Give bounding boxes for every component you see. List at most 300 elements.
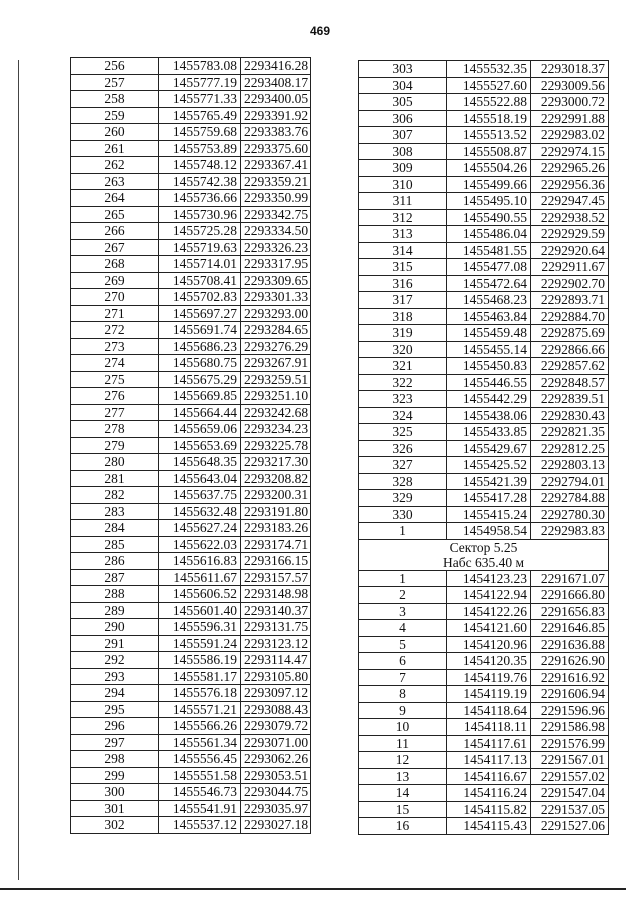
y-coordinate-cell: 2293234.23: [241, 421, 311, 438]
table-row: [71, 454, 311, 471]
y-coordinate-cell: 2292965.26: [531, 160, 609, 177]
point-number-cell: 280: [71, 454, 159, 471]
point-number-cell: 303: [359, 61, 447, 78]
y-coordinate-cell: 2292784.88: [531, 490, 609, 507]
point-number-cell: 10: [359, 719, 447, 736]
table-row: [71, 487, 311, 504]
point-number-cell: 298: [71, 751, 159, 768]
x-coordinate-cell: 1454118.64: [447, 702, 531, 719]
x-coordinate-cell: 1455508.87: [447, 143, 531, 160]
table-row: [359, 719, 609, 736]
table-row: [71, 784, 311, 801]
y-coordinate-cell: 2293140.37: [241, 602, 311, 619]
x-coordinate-cell: 1455518.19: [447, 110, 531, 127]
x-coordinate-cell: 1454119.19: [447, 686, 531, 703]
point-number-cell: 282: [71, 487, 159, 504]
y-coordinate-cell: 2293097.12: [241, 685, 311, 702]
x-coordinate-cell: 1455486.04: [447, 226, 531, 243]
y-coordinate-cell: 2293062.26: [241, 751, 311, 768]
y-coordinate-cell: 2293027.18: [241, 817, 311, 834]
x-coordinate-cell: 1455759.68: [159, 124, 241, 141]
point-number-cell: 319: [359, 325, 447, 342]
y-coordinate-cell: 2293400.05: [241, 91, 311, 108]
y-coordinate-cell: 2292803.13: [531, 457, 609, 474]
point-number-cell: 269: [71, 272, 159, 289]
table-row: [359, 275, 609, 292]
y-coordinate-cell: 2293131.75: [241, 619, 311, 636]
left-margin-line: [18, 60, 19, 880]
point-number-cell: 260: [71, 124, 159, 141]
point-number-cell: 16: [359, 818, 447, 835]
point-number-cell: 307: [359, 127, 447, 144]
y-coordinate-cell: 2291586.98: [531, 719, 609, 736]
table-row: [71, 553, 311, 570]
table-row: [71, 338, 311, 355]
x-coordinate-cell: 1455576.18: [159, 685, 241, 702]
table-row: [359, 325, 609, 342]
x-coordinate-cell: 1454120.96: [447, 636, 531, 653]
x-coordinate-cell: 1455495.10: [447, 193, 531, 210]
y-coordinate-cell: 2292893.71: [531, 292, 609, 309]
y-coordinate-cell: 2293391.92: [241, 107, 311, 124]
x-coordinate-cell: 1454117.61: [447, 735, 531, 752]
sector-title: Сектор 5.25: [449, 539, 518, 555]
table-row: [359, 127, 609, 144]
y-coordinate-cell: 2293044.75: [241, 784, 311, 801]
table-row: [359, 587, 609, 604]
point-number-cell: 14: [359, 785, 447, 802]
point-number-cell: 1: [359, 523, 447, 540]
x-coordinate-cell: 1455421.39: [447, 473, 531, 490]
table-row: [71, 685, 311, 702]
x-coordinate-cell: 1455472.64: [447, 275, 531, 292]
table-row: [71, 751, 311, 768]
table-row: [71, 74, 311, 91]
point-number-cell: 290: [71, 619, 159, 636]
x-coordinate-cell: 1455450.83: [447, 358, 531, 375]
y-coordinate-cell: 2292947.45: [531, 193, 609, 210]
point-number-cell: 299: [71, 767, 159, 784]
point-number-cell: 258: [71, 91, 159, 108]
x-coordinate-cell: 1455591.24: [159, 635, 241, 652]
y-coordinate-cell: 2292884.70: [531, 308, 609, 325]
x-coordinate-cell: 1455522.88: [447, 94, 531, 111]
x-coordinate-cell: 1455415.24: [447, 506, 531, 523]
table-row: [71, 817, 311, 834]
point-number-cell: 7: [359, 669, 447, 686]
point-number-cell: 301: [71, 800, 159, 817]
table-row: [71, 190, 311, 207]
x-coordinate-cell: 1455459.48: [447, 325, 531, 342]
table-row: [71, 503, 311, 520]
x-coordinate-cell: 1455417.28: [447, 490, 531, 507]
x-coordinate-cell: 1455622.03: [159, 536, 241, 553]
table-row: [71, 223, 311, 240]
point-number-cell: 277: [71, 404, 159, 421]
point-number-cell: 257: [71, 74, 159, 91]
table-row: [359, 176, 609, 193]
y-coordinate-cell: 2293342.75: [241, 206, 311, 223]
x-coordinate-cell: 1455527.60: [447, 77, 531, 94]
y-coordinate-cell: 2293367.41: [241, 157, 311, 174]
x-coordinate-cell: 1454116.67: [447, 768, 531, 785]
y-coordinate-cell: 2291666.80: [531, 587, 609, 604]
point-number-cell: 6: [359, 653, 447, 670]
table-row: [359, 259, 609, 276]
x-coordinate-cell: 1455653.69: [159, 437, 241, 454]
point-number-cell: 296: [71, 718, 159, 735]
point-number-cell: 3: [359, 603, 447, 620]
x-coordinate-cell: 1455504.26: [447, 160, 531, 177]
point-number-cell: 318: [359, 308, 447, 325]
table-row: [71, 58, 311, 75]
point-number-cell: 300: [71, 784, 159, 801]
table-row: [359, 506, 609, 523]
x-coordinate-cell: 1455765.49: [159, 107, 241, 124]
x-coordinate-cell: 1454117.13: [447, 752, 531, 769]
y-coordinate-cell: 2292920.64: [531, 242, 609, 259]
point-number-cell: 275: [71, 371, 159, 388]
coordinates-table-left: [70, 57, 311, 834]
point-number-cell: 312: [359, 209, 447, 226]
x-coordinate-cell: 1455433.85: [447, 424, 531, 441]
y-coordinate-cell: 2293200.31: [241, 487, 311, 504]
x-coordinate-cell: 1455463.84: [447, 308, 531, 325]
table-row: [359, 341, 609, 358]
table-row: [359, 523, 609, 540]
y-coordinate-cell: 2292902.70: [531, 275, 609, 292]
x-coordinate-cell: 1455446.55: [447, 374, 531, 391]
x-coordinate-cell: 1454122.94: [447, 587, 531, 604]
table-row: [71, 668, 311, 685]
point-number-cell: 273: [71, 338, 159, 355]
y-coordinate-cell: 2291606.94: [531, 686, 609, 703]
y-coordinate-cell: 2293334.50: [241, 223, 311, 240]
point-number-cell: 316: [359, 275, 447, 292]
sector-header-row: [359, 539, 609, 570]
x-coordinate-cell: 1454121.60: [447, 620, 531, 637]
table-row: [359, 818, 609, 835]
x-coordinate-cell: 1455719.63: [159, 239, 241, 256]
x-coordinate-cell: 1455442.29: [447, 391, 531, 408]
table-row: [359, 636, 609, 653]
table-row: [359, 209, 609, 226]
table-row: [359, 143, 609, 160]
y-coordinate-cell: 2293408.17: [241, 74, 311, 91]
point-number-cell: 315: [359, 259, 447, 276]
table-row: [71, 239, 311, 256]
y-coordinate-cell: 2293359.21: [241, 173, 311, 190]
x-coordinate-cell: 1454116.24: [447, 785, 531, 802]
point-number-cell: 271: [71, 305, 159, 322]
x-coordinate-cell: 1454115.82: [447, 801, 531, 818]
y-coordinate-cell: 2291527.06: [531, 818, 609, 835]
point-number-cell: 328: [359, 473, 447, 490]
x-coordinate-cell: 1455753.89: [159, 140, 241, 157]
point-number-cell: 297: [71, 734, 159, 751]
table-row: [359, 94, 609, 111]
y-coordinate-cell: 2293157.57: [241, 569, 311, 586]
y-coordinate-cell: 2293123.12: [241, 635, 311, 652]
x-coordinate-cell: 1454123.23: [447, 570, 531, 587]
table-row: [359, 358, 609, 375]
y-coordinate-cell: 2293088.43: [241, 701, 311, 718]
point-number-cell: 274: [71, 355, 159, 372]
x-coordinate-cell: 1455596.31: [159, 619, 241, 636]
x-coordinate-cell: 1455659.06: [159, 421, 241, 438]
x-coordinate-cell: 1454120.35: [447, 653, 531, 670]
y-coordinate-cell: 2293317.95: [241, 256, 311, 273]
y-coordinate-cell: 2291626.90: [531, 653, 609, 670]
x-coordinate-cell: 1455499.66: [447, 176, 531, 193]
point-number-cell: 292: [71, 652, 159, 669]
x-coordinate-cell: 1455627.24: [159, 520, 241, 537]
table-row: [359, 801, 609, 818]
point-number-cell: 317: [359, 292, 447, 309]
x-coordinate-cell: 1455742.38: [159, 173, 241, 190]
y-coordinate-cell: 2291616.92: [531, 669, 609, 686]
y-coordinate-cell: 2292866.66: [531, 341, 609, 358]
x-coordinate-cell: 1455429.67: [447, 440, 531, 457]
x-coordinate-cell: 1455675.29: [159, 371, 241, 388]
x-coordinate-cell: 1455669.85: [159, 388, 241, 405]
table-row: [71, 91, 311, 108]
point-number-cell: 305: [359, 94, 447, 111]
x-coordinate-cell: 1455725.28: [159, 223, 241, 240]
y-coordinate-cell: 2292780.30: [531, 506, 609, 523]
point-number-cell: 322: [359, 374, 447, 391]
x-coordinate-cell: 1455637.75: [159, 487, 241, 504]
table-row: [359, 407, 609, 424]
point-number-cell: 329: [359, 490, 447, 507]
y-coordinate-cell: 2291557.02: [531, 768, 609, 785]
y-coordinate-cell: 2292991.88: [531, 110, 609, 127]
point-number-cell: 12: [359, 752, 447, 769]
point-number-cell: 4: [359, 620, 447, 637]
point-number-cell: 314: [359, 242, 447, 259]
y-coordinate-cell: 2293350.99: [241, 190, 311, 207]
x-coordinate-cell: 1455643.04: [159, 470, 241, 487]
y-coordinate-cell: 2292812.25: [531, 440, 609, 457]
x-coordinate-cell: 1455477.08: [447, 259, 531, 276]
point-number-cell: 288: [71, 586, 159, 603]
y-coordinate-cell: 2292848.57: [531, 374, 609, 391]
point-number-cell: 281: [71, 470, 159, 487]
y-coordinate-cell: 2292911.67: [531, 259, 609, 276]
y-coordinate-cell: 2293035.97: [241, 800, 311, 817]
point-number-cell: 270: [71, 289, 159, 306]
table-row: [71, 536, 311, 553]
point-number-cell: 279: [71, 437, 159, 454]
table-row: [71, 437, 311, 454]
x-coordinate-cell: 1455455.14: [447, 341, 531, 358]
point-number-cell: 293: [71, 668, 159, 685]
table-row: [359, 686, 609, 703]
x-coordinate-cell: 1455748.12: [159, 157, 241, 174]
y-coordinate-cell: 2293309.65: [241, 272, 311, 289]
point-number-cell: 262: [71, 157, 159, 174]
x-coordinate-cell: 1455616.83: [159, 553, 241, 570]
point-number-cell: 313: [359, 226, 447, 243]
point-number-cell: 295: [71, 701, 159, 718]
point-number-cell: 1: [359, 570, 447, 587]
x-coordinate-cell: 1455490.55: [447, 209, 531, 226]
table-row: [71, 388, 311, 405]
y-coordinate-cell: 2293166.15: [241, 553, 311, 570]
y-coordinate-cell: 2293284.65: [241, 322, 311, 339]
table-row: [71, 652, 311, 669]
x-coordinate-cell: 1455691.74: [159, 322, 241, 339]
point-number-cell: 323: [359, 391, 447, 408]
table-row: [359, 61, 609, 78]
x-coordinate-cell: 1455736.66: [159, 190, 241, 207]
point-number-cell: 272: [71, 322, 159, 339]
x-coordinate-cell: 1455561.34: [159, 734, 241, 751]
table-row: [359, 702, 609, 719]
table-row: [71, 800, 311, 817]
point-number-cell: 267: [71, 239, 159, 256]
point-number-cell: 306: [359, 110, 447, 127]
table-row: [359, 768, 609, 785]
table-row: [71, 718, 311, 735]
y-coordinate-cell: 2291576.99: [531, 735, 609, 752]
table-row: [359, 160, 609, 177]
point-number-cell: 268: [71, 256, 159, 273]
y-coordinate-cell: 2291656.83: [531, 603, 609, 620]
point-number-cell: 304: [359, 77, 447, 94]
x-coordinate-cell: 1454118.11: [447, 719, 531, 736]
table-row: [71, 305, 311, 322]
table-row: [359, 424, 609, 441]
table-row: [71, 470, 311, 487]
y-coordinate-cell: 2293276.29: [241, 338, 311, 355]
table-row: [71, 289, 311, 306]
y-coordinate-cell: 2293416.28: [241, 58, 311, 75]
x-coordinate-cell: 1455481.55: [447, 242, 531, 259]
table-row: [359, 226, 609, 243]
table-row: [359, 735, 609, 752]
point-number-cell: 261: [71, 140, 159, 157]
x-coordinate-cell: 1455648.35: [159, 454, 241, 471]
y-coordinate-cell: 2292983.83: [531, 523, 609, 540]
x-coordinate-cell: 1455601.40: [159, 602, 241, 619]
x-coordinate-cell: 1455556.45: [159, 751, 241, 768]
table-row: [71, 107, 311, 124]
x-coordinate-cell: 1455532.35: [447, 61, 531, 78]
point-number-cell: 9: [359, 702, 447, 719]
y-coordinate-cell: 2291636.88: [531, 636, 609, 653]
table-row: [359, 603, 609, 620]
y-coordinate-cell: 2292983.02: [531, 127, 609, 144]
y-coordinate-cell: 2291537.05: [531, 801, 609, 818]
point-number-cell: 259: [71, 107, 159, 124]
table-row: [71, 157, 311, 174]
x-coordinate-cell: 1455541.91: [159, 800, 241, 817]
point-number-cell: 309: [359, 160, 447, 177]
y-coordinate-cell: 2293000.72: [531, 94, 609, 111]
y-coordinate-cell: 2292830.43: [531, 407, 609, 424]
y-coordinate-cell: 2292956.36: [531, 176, 609, 193]
table-row: [71, 272, 311, 289]
point-number-cell: 286: [71, 553, 159, 570]
table-row: [71, 602, 311, 619]
point-number-cell: 310: [359, 176, 447, 193]
table-row: [71, 404, 311, 421]
x-coordinate-cell: 1455611.67: [159, 569, 241, 586]
y-coordinate-cell: 2291646.85: [531, 620, 609, 637]
x-coordinate-cell: 1455708.41: [159, 272, 241, 289]
point-number-cell: 265: [71, 206, 159, 223]
point-number-cell: 302: [71, 817, 159, 834]
x-coordinate-cell: 1455425.52: [447, 457, 531, 474]
y-coordinate-cell: 2293251.10: [241, 388, 311, 405]
y-coordinate-cell: 2292839.51: [531, 391, 609, 408]
point-number-cell: 2: [359, 587, 447, 604]
y-coordinate-cell: 2293208.82: [241, 470, 311, 487]
point-number-cell: 11: [359, 735, 447, 752]
y-coordinate-cell: 2293242.68: [241, 404, 311, 421]
table-row: [359, 391, 609, 408]
table-row: [359, 653, 609, 670]
x-coordinate-cell: 1455686.23: [159, 338, 241, 355]
point-number-cell: 327: [359, 457, 447, 474]
x-coordinate-cell: 1455697.27: [159, 305, 241, 322]
table-row: [71, 206, 311, 223]
table-row: [359, 473, 609, 490]
x-coordinate-cell: 1455551.58: [159, 767, 241, 784]
point-number-cell: 326: [359, 440, 447, 457]
x-coordinate-cell: 1455714.01: [159, 256, 241, 273]
table-row: [359, 193, 609, 210]
x-coordinate-cell: 1454122.26: [447, 603, 531, 620]
x-coordinate-cell: 1455664.44: [159, 404, 241, 421]
x-coordinate-cell: 1455537.12: [159, 817, 241, 834]
table-row: [359, 785, 609, 802]
table-row: [359, 570, 609, 587]
y-coordinate-cell: 2293009.56: [531, 77, 609, 94]
y-coordinate-cell: 2293217.30: [241, 454, 311, 471]
table-row: [71, 569, 311, 586]
table-row: [71, 355, 311, 372]
table-row: [359, 669, 609, 686]
table-row: [359, 440, 609, 457]
y-coordinate-cell: 2292929.59: [531, 226, 609, 243]
y-coordinate-cell: 2291671.07: [531, 570, 609, 587]
point-number-cell: 311: [359, 193, 447, 210]
table-row: [71, 140, 311, 157]
point-number-cell: 278: [71, 421, 159, 438]
point-number-cell: 330: [359, 506, 447, 523]
y-coordinate-cell: 2293079.72: [241, 718, 311, 735]
x-coordinate-cell: 1455771.33: [159, 91, 241, 108]
y-coordinate-cell: 2292875.69: [531, 325, 609, 342]
point-number-cell: 266: [71, 223, 159, 240]
y-coordinate-cell: 2291596.96: [531, 702, 609, 719]
table-row: [71, 520, 311, 537]
y-coordinate-cell: 2291567.01: [531, 752, 609, 769]
table-row: [71, 173, 311, 190]
x-coordinate-cell: 1455632.48: [159, 503, 241, 520]
table-row: [71, 124, 311, 141]
point-number-cell: 15: [359, 801, 447, 818]
page-number: 469: [309, 24, 331, 38]
table-row: [359, 242, 609, 259]
table-row: [359, 752, 609, 769]
table-row: [359, 308, 609, 325]
point-number-cell: 308: [359, 143, 447, 160]
y-coordinate-cell: 2293293.00: [241, 305, 311, 322]
table-row: [359, 457, 609, 474]
